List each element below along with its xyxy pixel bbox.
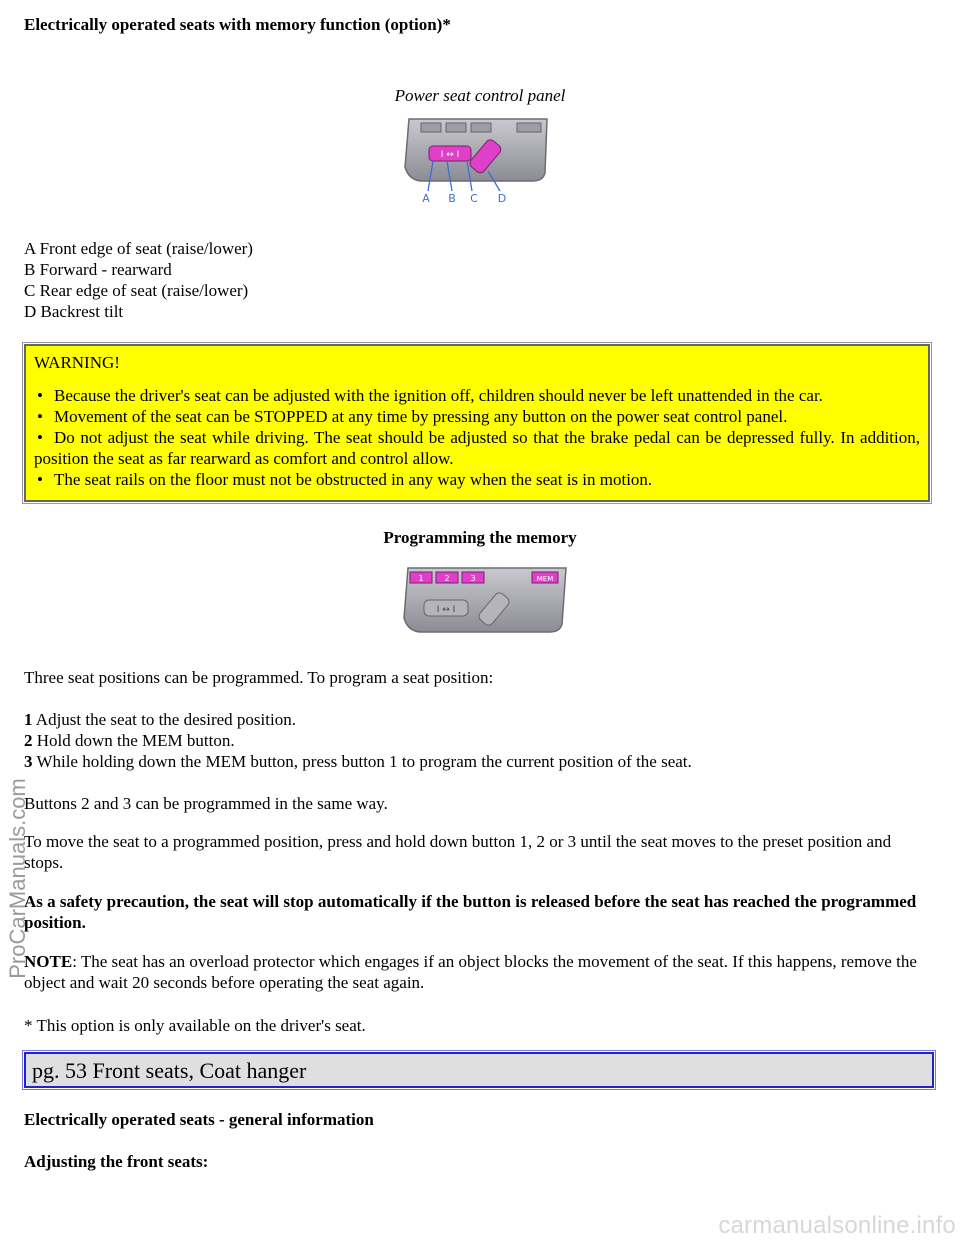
step-item: 1 Adjust the seat to the desired position. xyxy=(24,710,296,729)
figure-legend xyxy=(24,238,253,322)
side-watermark: ProCarManuals.com xyxy=(4,778,30,979)
memory-button-1: 1 xyxy=(418,574,424,583)
legend-item-c: C Rear edge of seat (raise/lower) xyxy=(24,281,249,300)
footer-watermark: carmanualsonline.info xyxy=(718,1212,956,1239)
legend-item-b: B Forward - rearward xyxy=(24,260,172,279)
figure-caption: Power seat control panel xyxy=(394,86,566,105)
memory-button-mem: MEM xyxy=(536,575,554,583)
legend-item-a: A Front edge of seat (raise/lower) xyxy=(24,239,253,258)
intro-text: Three seat positions can be programmed. To program a seat position: xyxy=(24,668,494,687)
note-paragraph: NOTE: The seat has an overload protector which engages if an object blocks the movement of the seat. If this happens, remove the object and wait 20 seconds before operating the seat again. xyxy=(24,952,917,992)
warning-list xyxy=(34,385,920,490)
figure-label-a: A xyxy=(422,192,430,205)
subheading: Adjusting the front seats: xyxy=(24,1152,209,1171)
warning-item: • Because the driver's seat can be adjusted with the ignition off, children should never be left unattended in the car. xyxy=(34,385,920,406)
section-heading: Electrically operated seats - general information xyxy=(24,1110,374,1129)
page-title: Electrically operated seats with memory function (option)* xyxy=(24,15,451,34)
buttons-paragraph: Buttons 2 and 3 can be programmed in the same way. xyxy=(24,794,388,813)
svg-text:I ↔ I: I ↔ I xyxy=(436,605,456,615)
move-paragraph: To move the seat to a programmed position, press and hold down button 1, 2 or 3 until the seat moves to the preset position and stops. xyxy=(24,832,892,872)
figure-label-b: B xyxy=(448,192,456,205)
page-link-banner[interactable]: pg. 53 Front seats, Coat hanger xyxy=(24,1052,934,1088)
step-item: 3 While holding down the MEM button, press button 1 to program the current position of the seat. xyxy=(24,752,692,771)
warning-item: • The seat rails on the floor must not be obstructed in any way when the seat is in motion. xyxy=(34,469,920,490)
figure-label-c: C xyxy=(470,192,478,205)
step-item: 2 Hold down the MEM button. xyxy=(24,731,235,750)
svg-text:I ↔ I: I ↔ I xyxy=(440,150,460,160)
memory-button-2: 2 xyxy=(444,574,450,583)
warning-box xyxy=(24,344,930,502)
warning-item: • Movement of the seat can be STOPPED at any time by pressing any button on the power seat control panel. xyxy=(34,406,920,427)
warning-item: • Do not adjust the seat while driving. The seat should be adjusted so that the brake pedal can be depressed fully. In addition, position the seat as far rearward as comfort and control allow. xyxy=(34,427,920,469)
steps-list xyxy=(24,709,934,772)
seat-control-panel-figure xyxy=(395,115,555,210)
programming-heading: Programming the memory xyxy=(383,528,577,547)
legend-item-d: D Backrest tilt xyxy=(24,302,124,321)
safety-paragraph: As a safety precaution, the seat will stop automatically if the button is released before the seat has reached the programmed position. xyxy=(24,892,917,932)
footnote: * This option is only available on the driver's seat. xyxy=(24,1016,366,1035)
memory-panel-figure xyxy=(400,564,570,636)
figure-label-d: D xyxy=(497,192,507,205)
warning-heading: WARNING! xyxy=(34,353,120,372)
memory-button-3: 3 xyxy=(470,574,476,583)
